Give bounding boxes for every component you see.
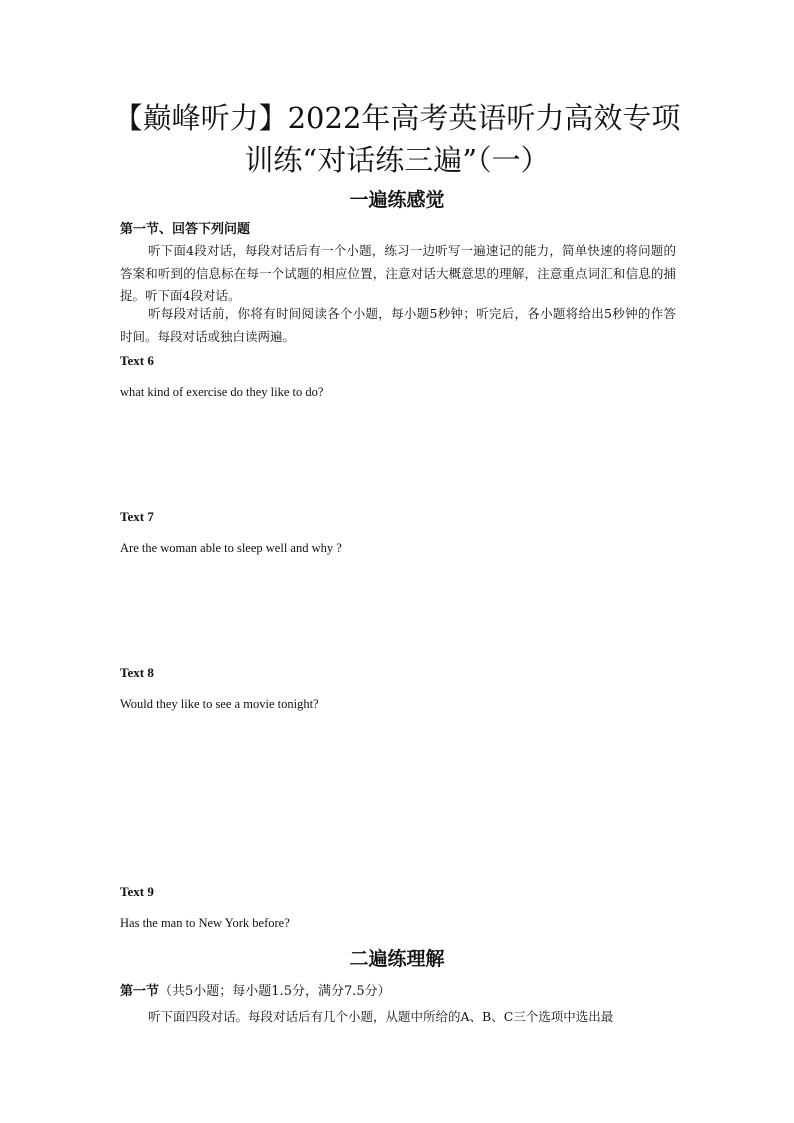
section-1-note: （共5小题；每小题1.5分，满分7.5分）	[159, 984, 391, 999]
instructions-paragraph-2: 听每段对话前，你将有时间阅读各个小题，每小题5秒钟；听完后，各小题将给出5秒钟的作答时间。每段对话或独白读两遍。	[120, 306, 676, 344]
section-1-header	[120, 983, 391, 1001]
document-title-line-2: 训练“对话练三遍”（一）	[244, 143, 550, 177]
text-9-question: Has the man to New York before?	[120, 916, 290, 930]
part-2-instructions: 听下面四段对话。每段对话后有几个小题，从题中所给的A、B、C三个选项中选出最	[148, 1009, 614, 1024]
text-8-question: Would they like to see a movie tonight?	[120, 697, 319, 711]
section-1-label: 第一节	[120, 984, 160, 999]
section-1-title: 第一节、回答下列问题	[120, 222, 251, 237]
text-8-label: Text 8	[120, 665, 154, 680]
text-6-label: Text 6	[120, 353, 154, 368]
text-9-label: Text 9	[120, 884, 154, 899]
text-7-label: Text 7	[120, 509, 154, 524]
instructions-paragraph-1: 听下面4段对话，每段对话后有一个小题，练习一边听写一遍速记的能力，简单快速的将问题的答案和听到的信息标在每一个试题的相应位置，注意对话大概意思的理解，注意重点词汇和信息的捕捉。听下面4段对话。	[120, 243, 676, 303]
part-2-heading: 二遍练理解	[349, 948, 445, 970]
document-title-line-1: 【巅峰听力】2022年高考英语听力高效专项	[113, 101, 681, 135]
text-7-question: Are the woman able to sleep well and why ?	[120, 541, 342, 555]
part-1-heading: 一遍练感觉	[349, 189, 445, 211]
text-6-question: what kind of exercise do they like to do?	[120, 385, 324, 399]
